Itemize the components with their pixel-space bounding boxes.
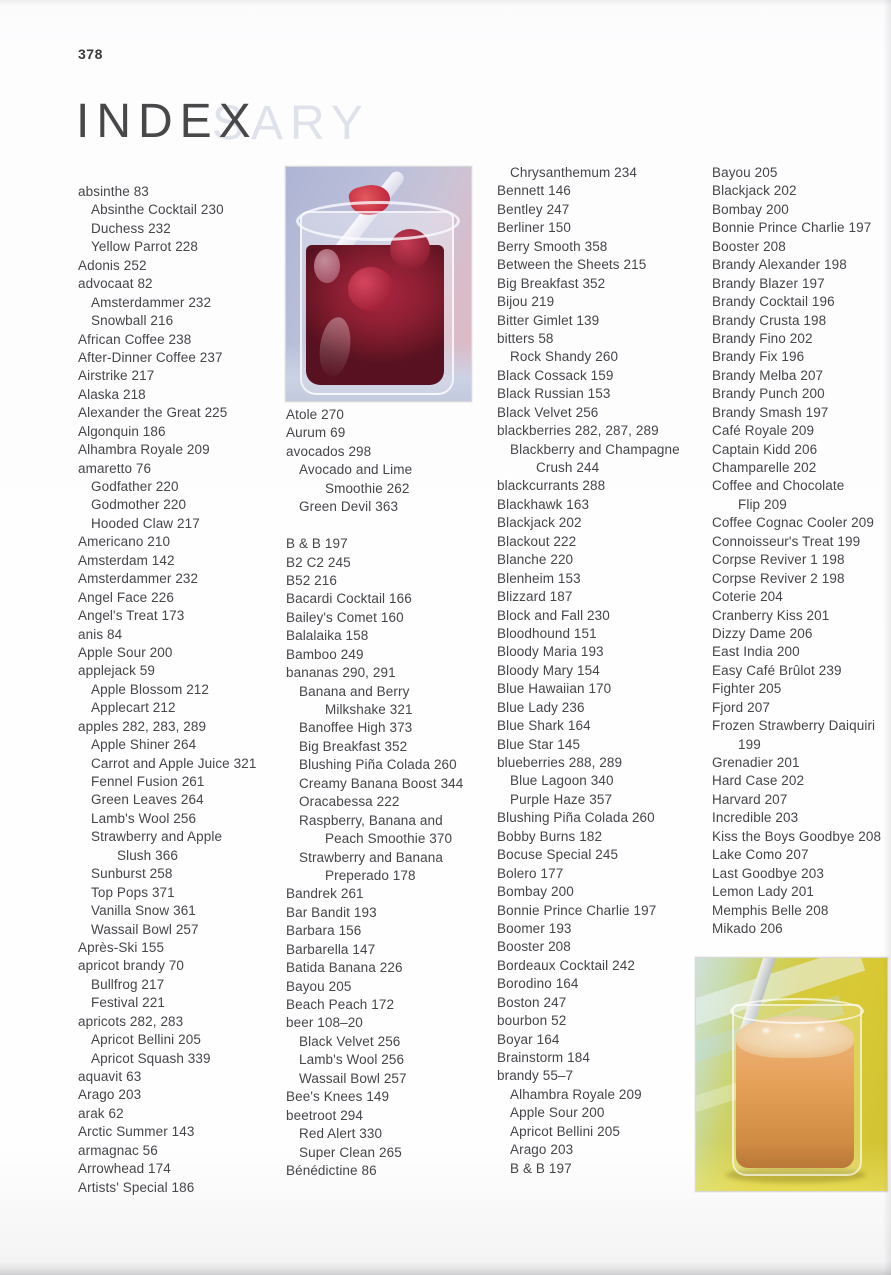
- index-entry: Arrowhead 174: [78, 1161, 171, 1177]
- index-entry: Brandy Alexander 198: [712, 257, 847, 273]
- index-entry: Red Alert 330: [299, 1126, 383, 1142]
- index-entry: blueberries 288, 289: [497, 755, 623, 770]
- index-entry: Amsterdam 142: [78, 552, 175, 568]
- index-entry: Fighter 205: [712, 681, 782, 697]
- index-entry: Arctic Summer 143: [78, 1124, 195, 1140]
- index-entry: Bar Bandit 193: [286, 904, 377, 920]
- index-entry: B52 216: [286, 572, 337, 588]
- index-entry: Amsterdammer 232: [78, 571, 199, 587]
- index-entry: B & B 197: [286, 536, 348, 552]
- index-entry: applejack 59: [78, 663, 156, 679]
- index-entry: bitters 58: [497, 330, 554, 346]
- index-entry: Absinthe Cocktail 230: [91, 202, 224, 218]
- index-entry: anis 84: [78, 626, 123, 642]
- index-entry: Blackout 222: [497, 533, 577, 549]
- index-entry: Lemon Lady 201: [712, 884, 814, 900]
- index-entry: Bitter Gimlet 139: [497, 312, 600, 328]
- index-entry: Frozen Strawberry Daiquiri: [712, 718, 876, 734]
- index-entry: Blenheim 153: [497, 570, 581, 586]
- index-entry: Algonquin 186: [78, 423, 166, 439]
- index-entry: Banana and Berry: [299, 683, 410, 699]
- index-entry: Bee's Knees 149: [286, 1089, 390, 1105]
- index-entry: Brainstorm 184: [497, 1050, 590, 1065]
- index-entry: Avocado and Lime: [299, 462, 413, 478]
- index-entry: Hard Case 202: [712, 773, 805, 789]
- index-entry: Amsterdammer 232: [91, 294, 212, 310]
- glass-rim: [296, 201, 460, 241]
- index-entry: amaretto 76: [78, 460, 152, 476]
- index-entry: beetroot 294: [286, 1107, 364, 1123]
- index-entry: Block and Fall 230: [497, 607, 610, 623]
- index-entry: Boomer 193: [497, 920, 572, 936]
- index-entry: Booster 208: [712, 238, 786, 254]
- index-entry: Brandy Smash 197: [712, 404, 829, 420]
- index-entry: Blushing Piña Colada 260: [299, 757, 457, 773]
- index-entry: Black Velvet 256: [497, 404, 599, 420]
- index-entry: Bamboo 249: [286, 646, 364, 662]
- index-entry: Godfather 220: [91, 479, 179, 494]
- index-section-gap: [286, 518, 491, 536]
- index-entry: Blue Shark 164: [497, 718, 591, 734]
- index-entry: Bonnie Prince Charlie 197: [497, 902, 657, 918]
- index-entry: aquavit 63: [78, 1069, 142, 1084]
- index-entry: B2 C2 245: [286, 554, 351, 570]
- index-entry: Blushing Piña Colada 260: [497, 810, 655, 826]
- index-entry: Godmother 220: [91, 497, 187, 513]
- index-entry: Bombay 200: [497, 884, 574, 900]
- index-entry: Bacardi Cocktail 166: [286, 591, 412, 607]
- index-entry: Corpse Reviver 2 198: [712, 570, 845, 586]
- index-entry: Blanche 220: [497, 552, 574, 568]
- index-entry: Smoothie 262: [325, 480, 410, 496]
- index-entry: Alhambra Royale 209: [78, 442, 210, 458]
- index-entry: avocados 298: [286, 443, 372, 459]
- index-entry: Balalaika 158: [286, 628, 369, 644]
- index-entry: Bonnie Prince Charlie 197: [712, 220, 872, 236]
- index-entry: Bloody Mary 154: [497, 662, 600, 678]
- index-entry: Purple Haze 357: [510, 791, 613, 807]
- index-entry: armagnac 56: [78, 1142, 158, 1158]
- index-entry: Rock Shandy 260: [510, 349, 619, 365]
- index-entry: Coterie 204: [712, 589, 783, 605]
- page-title: INDEX: [76, 95, 258, 148]
- index-entry: Hooded Claw 217: [91, 515, 200, 531]
- index-entry: bananas 290, 291: [286, 665, 396, 681]
- index-entry: Lake Como 207: [712, 847, 809, 863]
- index-entry: Top Pops 371: [91, 884, 175, 900]
- index-entry: absinthe 83: [78, 184, 149, 199]
- index-entry: Barbarella 147: [286, 941, 376, 957]
- index-entry: Bentley 247: [497, 201, 570, 217]
- index-entry: Bloodhound 151: [497, 625, 597, 641]
- index-entry: Champarelle 202: [712, 460, 817, 475]
- index-entry: apples 282, 283, 289: [78, 718, 207, 734]
- index-entry: Blackjack 202: [712, 183, 797, 199]
- index-entry: Apricot Bellini 205: [91, 1032, 201, 1048]
- index-entry: Berliner 150: [497, 220, 571, 236]
- index-entry: Blackhawk 163: [497, 496, 590, 512]
- index-entry: Blue Star 145: [497, 736, 581, 752]
- index-entry: Apple Sour 200: [510, 1105, 605, 1121]
- index-entry: Angel's Treat 173: [78, 608, 185, 624]
- index-entry: Bullfrog 217: [91, 976, 165, 992]
- index-entry: Incredible 203: [712, 810, 799, 826]
- index-entry: Black Cossack 159: [497, 367, 614, 383]
- index-entry: Apricot Bellini 205: [510, 1123, 620, 1139]
- index-entry: Strawberry and Banana: [299, 849, 443, 865]
- index-entry: Between the Sheets 215: [497, 257, 647, 273]
- index-entry: B & B 197: [510, 1160, 572, 1176]
- index-entry: Black Velvet 256: [299, 1033, 401, 1049]
- index-entry: Dizzy Dame 206: [712, 625, 813, 641]
- index-entry: Borodino 164: [497, 976, 579, 992]
- index-entry: Café Royale 209: [712, 423, 815, 439]
- index-entry: Blue Lady 236: [497, 699, 585, 715]
- index-entry: Beach Peach 172: [286, 997, 395, 1012]
- index-entry: Sunburst 258: [91, 866, 173, 882]
- index-entry: apricot brandy 70: [78, 958, 185, 974]
- index-entry: Black Russian 153: [497, 386, 611, 402]
- index-entry: Big Breakfast 352: [299, 738, 408, 754]
- index-entry: Bloody Maria 193: [497, 644, 604, 660]
- index-entry: Harvard 207: [712, 791, 788, 807]
- index-entry: Bolero 177: [497, 865, 564, 881]
- index-entry: bourbon 52: [497, 1013, 567, 1029]
- index-entry: Applecart 212: [91, 700, 176, 716]
- index-entry: Adonis 252: [78, 257, 147, 273]
- index-entry: Bayou 205: [286, 978, 352, 994]
- index-entry: Batida Banana 226: [286, 960, 403, 976]
- berry: [314, 249, 340, 283]
- index-entry: apricots 282, 283: [78, 1013, 184, 1029]
- index-entry: brandy 55–7: [497, 1068, 574, 1084]
- index-entry: Memphis Belle 208: [712, 902, 829, 918]
- index-entry: Brandy Cocktail 196: [712, 294, 835, 310]
- index-entry: Connoisseur's Treat 199: [712, 533, 861, 549]
- index-entry: Wassail Bowl 257: [91, 921, 199, 937]
- index-entry: Brandy Punch 200: [712, 386, 825, 402]
- index-entry: Raspberry, Banana and: [299, 812, 443, 828]
- orange-smoothie-photo: [695, 957, 888, 1192]
- index-entry: Last Goodbye 203: [712, 865, 824, 881]
- index-entry: Coffee and Chocolate: [712, 478, 845, 494]
- index-column-4: [712, 165, 891, 939]
- index-entry: Green Leaves 264: [91, 792, 204, 808]
- berry: [348, 267, 394, 311]
- index-entry: Alaska 218: [78, 386, 146, 402]
- glass-rim: [730, 998, 864, 1024]
- index-entry: Boston 247: [497, 994, 567, 1010]
- index-entry: East India 200: [712, 644, 800, 660]
- index-entry: Après-Ski 155: [78, 939, 165, 955]
- index-entry: Peach Smoothie 370: [325, 831, 453, 847]
- index-entry: Captain Kidd 206: [712, 441, 818, 457]
- index-entry: Mikado 206: [712, 920, 783, 936]
- index-entry: Wassail Bowl 257: [299, 1070, 407, 1086]
- index-entry: Arago 203: [78, 1087, 142, 1103]
- index-entry: Bijou 219: [497, 294, 555, 310]
- index-entry: Super Clean 265: [299, 1144, 402, 1160]
- index-entry: Booster 208: [497, 939, 571, 955]
- index-entry: Crush 244: [536, 460, 600, 475]
- index-column-3: [497, 165, 702, 1179]
- index-entry: Vanilla Snow 361: [91, 903, 196, 919]
- index-entry: Bobby Burns 182: [497, 828, 603, 844]
- index-entry: Bennett 146: [497, 183, 571, 199]
- index-entry: Green Devil 363: [299, 499, 399, 515]
- index-entry: Banoffee High 373: [299, 720, 413, 736]
- index-entry: Carrot and Apple Juice 321: [91, 755, 257, 771]
- index-entry: Chrysanthemum 234: [510, 165, 638, 180]
- index-entry: Coffee Cognac Cooler 209: [712, 515, 875, 531]
- index-entry: Blackjack 202: [497, 515, 582, 531]
- index-entry: Alexander the Great 225: [78, 405, 228, 421]
- index-entry: Blue Hawaiian 170: [497, 681, 612, 697]
- index-entry: Apple Shiner 264: [91, 737, 197, 753]
- index-entry: blackberries 282, 287, 289: [497, 423, 659, 439]
- index-entry: Angel Face 226: [78, 589, 174, 605]
- index-entry: Artists' Special 186: [78, 1179, 195, 1195]
- index-entry: Brandy Fino 202: [712, 330, 813, 346]
- index-entry: Blizzard 187: [497, 589, 573, 605]
- index-entry: Barbara 156: [286, 923, 362, 939]
- index-entry: advocaat 82: [78, 276, 153, 292]
- index-entry: 199: [738, 736, 761, 752]
- index-entry: blackcurrants 288: [497, 478, 606, 494]
- index-entry: Atole 270: [286, 407, 344, 422]
- index-entry: Americano 210: [78, 534, 171, 550]
- index-column-2: [286, 407, 491, 1181]
- index-entry: Bandrek 261: [286, 886, 364, 902]
- index-entry: Milkshake 321: [325, 702, 413, 717]
- index-entry: Bordeaux Cocktail 242: [497, 957, 635, 973]
- index-entry: Oracabessa 222: [299, 794, 400, 810]
- index-entry: Bombay 200: [712, 201, 789, 217]
- index-entry: Bailey's Comet 160: [286, 609, 404, 625]
- index-entry: Duchess 232: [91, 220, 171, 236]
- index-entry: Slush 366: [117, 847, 178, 863]
- index-entry: Yellow Parrot 228: [91, 239, 199, 255]
- index-entry: Bayou 205: [712, 165, 778, 180]
- index-entry: Aurum 69: [286, 425, 346, 441]
- index-entry: Lamb's Wool 256: [299, 1052, 405, 1068]
- index-entry: Brandy Melba 207: [712, 367, 824, 383]
- index-entry: Fjord 207: [712, 699, 770, 715]
- index-entry: Cranberry Kiss 201: [712, 607, 830, 623]
- showthrough-ghost-text: SARY: [212, 97, 370, 150]
- index-entry: Easy Café Brûlot 239: [712, 662, 842, 678]
- index-entry: Snowball 216: [91, 313, 174, 329]
- index-entry: Boyar 164: [497, 1031, 560, 1047]
- index-entry: Strawberry and Apple: [91, 829, 223, 845]
- page-edge-top: [0, 0, 891, 6]
- index-column-1: [78, 184, 283, 1198]
- index-entry: Creamy Banana Boost 344: [299, 775, 464, 791]
- red-berry-cocktail-photo: [285, 166, 472, 402]
- index-entry: Apricot Squash 339: [91, 1050, 211, 1066]
- index-entry: Kiss the Boys Goodbye 208: [712, 828, 882, 844]
- index-entry: Big Breakfast 352: [497, 275, 606, 291]
- index-entry: Blue Lagoon 340: [510, 773, 614, 789]
- index-entry: Brandy Fix 196: [712, 349, 805, 365]
- index-entry: Lamb's Wool 256: [91, 810, 197, 826]
- index-entry: Festival 221: [91, 995, 165, 1011]
- index-entry: Corpse Reviver 1 198: [712, 552, 845, 568]
- index-entry: Brandy Crusta 198: [712, 312, 827, 328]
- index-entry: Blackberry and Champagne: [510, 441, 680, 457]
- index-entry: Fennel Fusion 261: [91, 774, 205, 789]
- index-entry: Apple Blossom 212: [91, 681, 210, 697]
- index-entry: Bocuse Special 245: [497, 847, 619, 863]
- index-entry: Preperado 178: [325, 867, 416, 883]
- index-entry: Arago 203: [510, 1142, 574, 1158]
- page-edge-right: [883, 0, 891, 1275]
- index-entry: Berry Smooth 358: [497, 238, 608, 254]
- index-entry: Airstrike 217: [78, 368, 155, 384]
- page-edge-bottom: [0, 1261, 891, 1275]
- index-entry: Flip 209: [738, 496, 787, 512]
- index-entry: Alhambra Royale 209: [510, 1086, 642, 1102]
- index-entry: African Coffee 238: [78, 331, 192, 347]
- index-entry: Grenadier 201: [712, 755, 800, 770]
- index-entry: Apple Sour 200: [78, 644, 173, 660]
- index-entry: Brandy Blazer 197: [712, 275, 825, 291]
- index-entry: beer 108–20: [286, 1015, 363, 1031]
- index-entry: arak 62: [78, 1105, 124, 1121]
- page-number: 378: [78, 46, 103, 62]
- index-entry: Bénédictine 86: [286, 1162, 377, 1178]
- index-entry: After-Dinner Coffee 237: [78, 349, 223, 365]
